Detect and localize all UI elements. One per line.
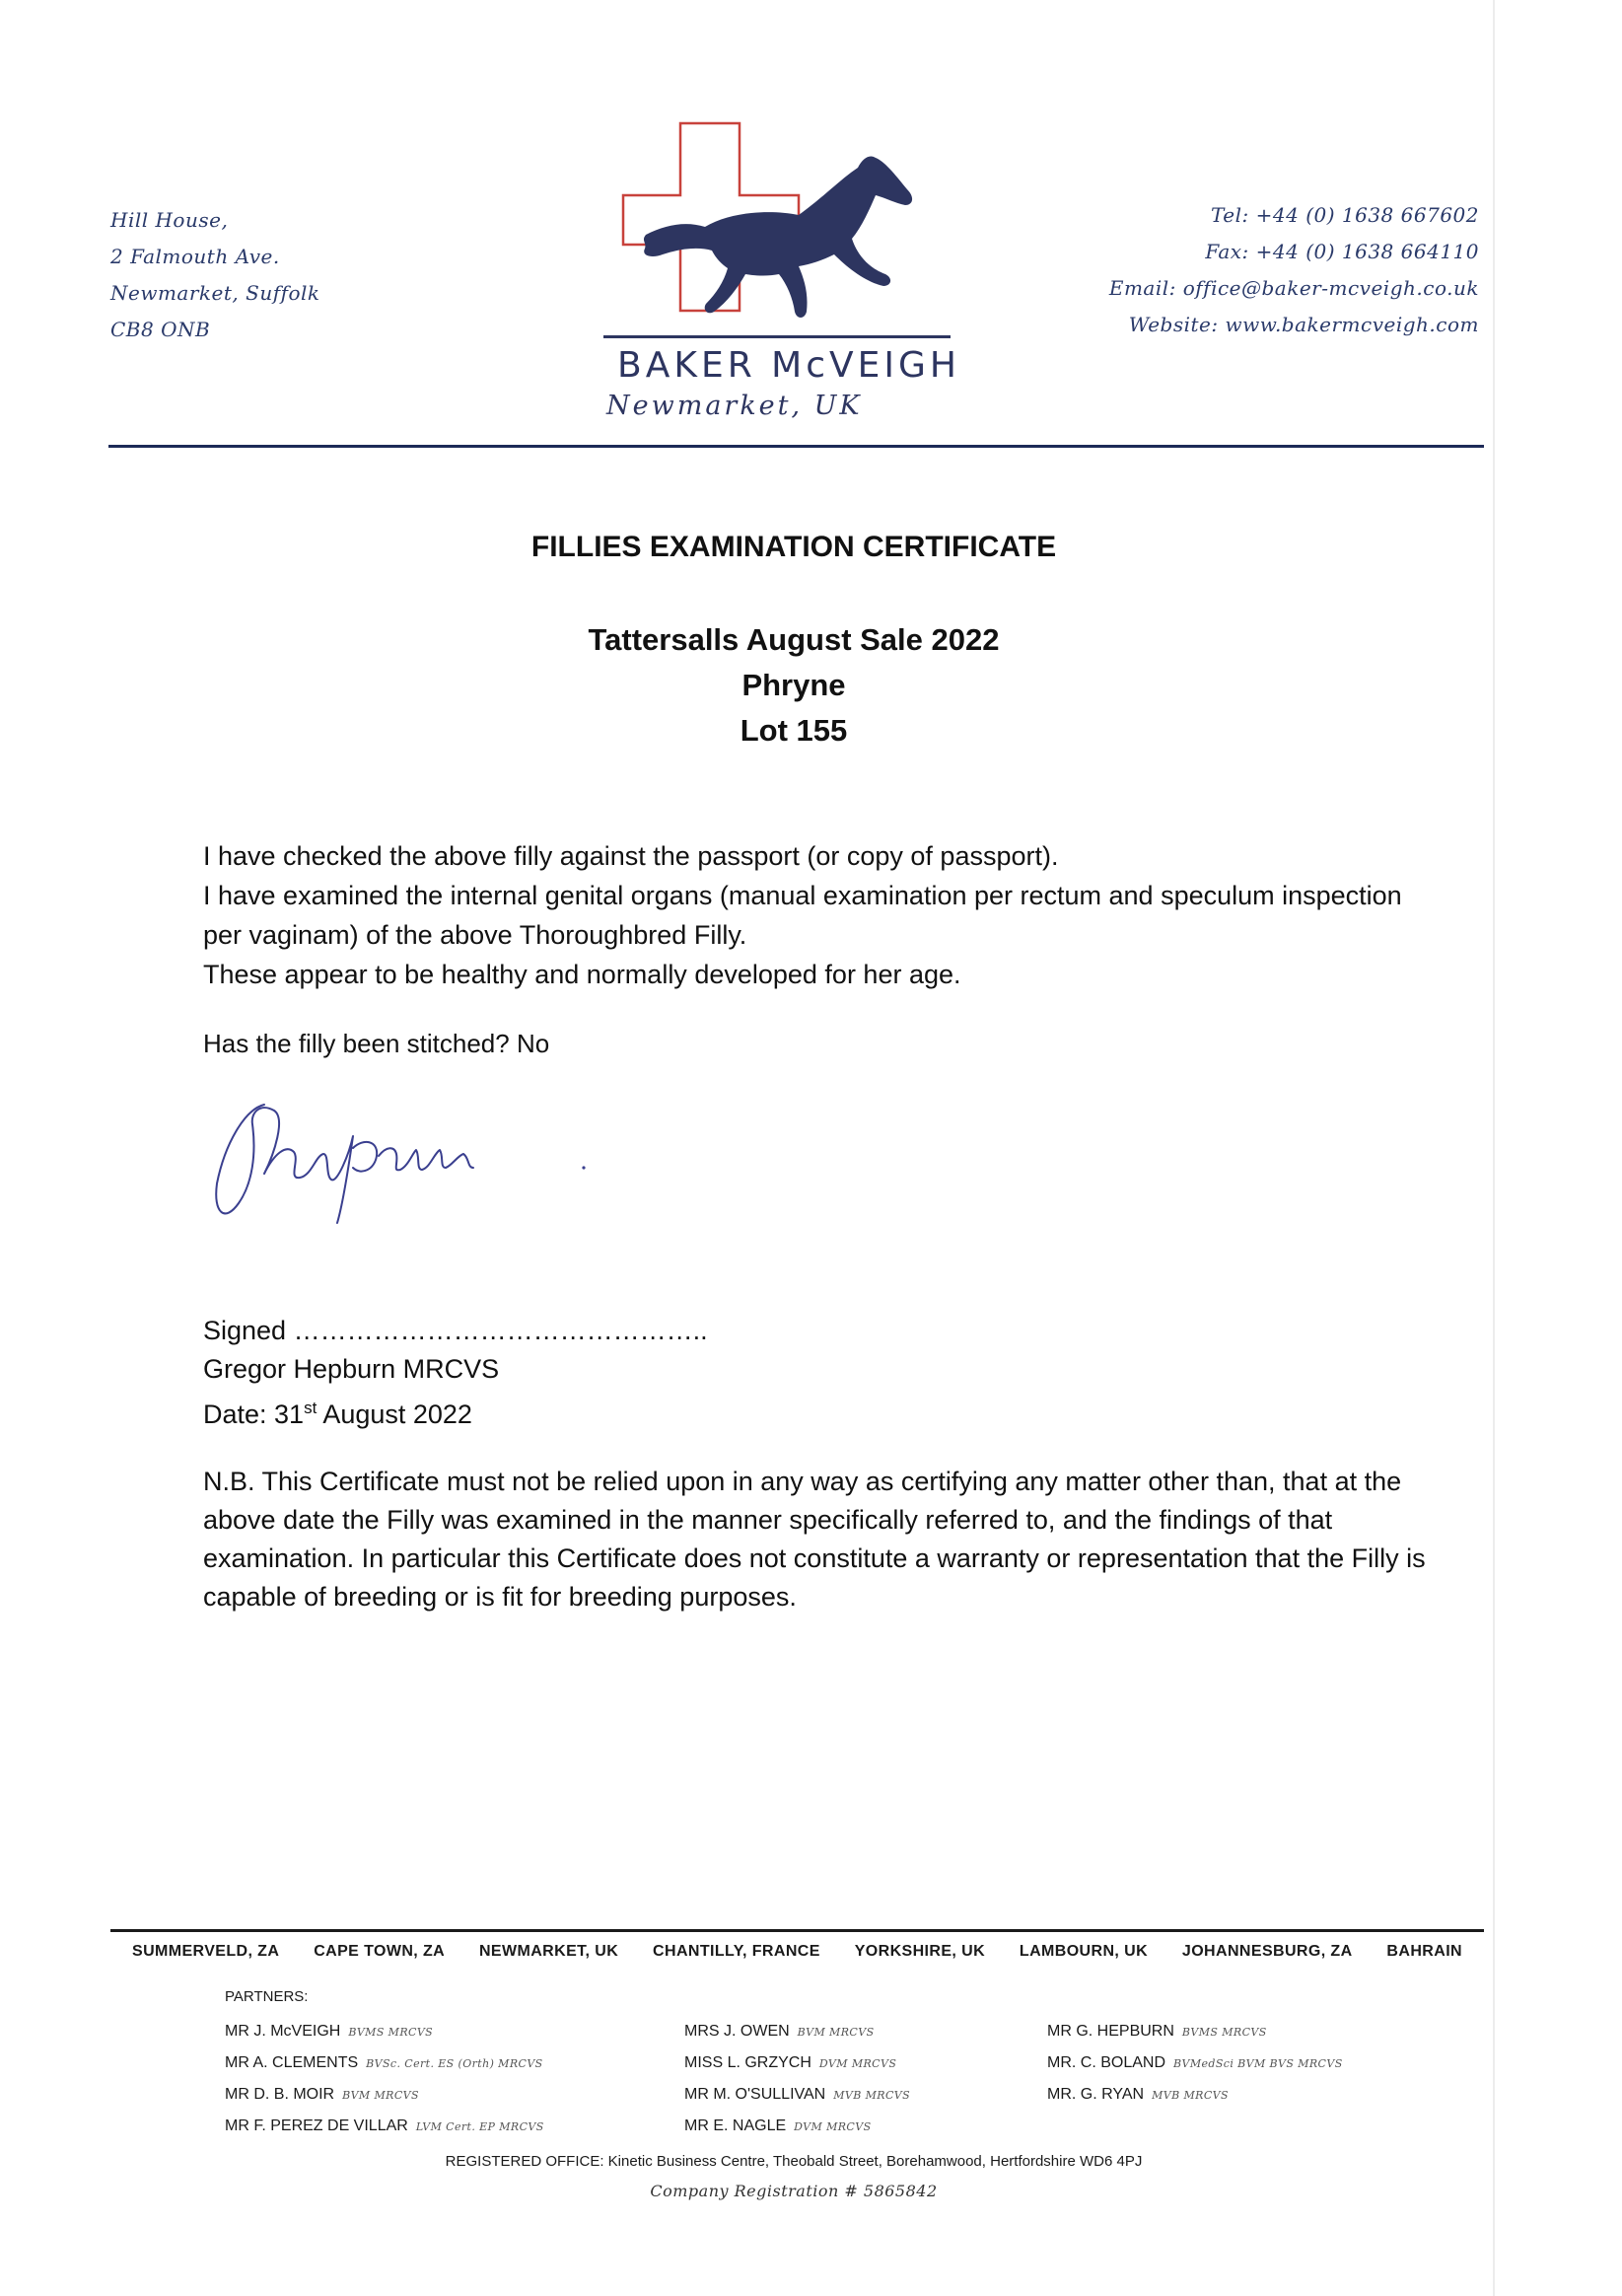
address-line: Newmarket, Suffolk xyxy=(110,281,320,305)
statement-line: I have checked the above filly against the passport (or copy of passport). xyxy=(203,841,1059,871)
phone-line: Tel: +44 (0) 1638 667602 xyxy=(1211,203,1479,227)
office-location: CAPE TOWN, ZA xyxy=(314,1943,446,1960)
partner-qualifications: DVM MRCVS xyxy=(818,2057,897,2070)
signature-block xyxy=(203,1312,708,1434)
office-location: SUMMERVELD, ZA xyxy=(132,1943,280,1960)
baker-mcveigh-logo xyxy=(611,118,966,355)
partner-qualifications: BVSc. Cert. ES (Orth) MRCVS xyxy=(366,2057,543,2070)
partner-name: MR D. B. MOIR xyxy=(225,2086,335,2103)
page-edge xyxy=(1493,0,1495,2296)
date-ordinal: st xyxy=(304,1399,317,1417)
lot-number: Lot 155 xyxy=(740,713,848,748)
partners-column xyxy=(1047,2016,1343,2111)
office-address xyxy=(110,202,320,348)
partner-name: MR. C. BOLAND xyxy=(1047,2054,1166,2071)
office-locations xyxy=(110,1943,1484,1961)
partner-qualifications: BVM MRCVS xyxy=(797,2026,875,2039)
partner-name: MRS J. OWEN xyxy=(684,2023,790,2040)
partner-entry xyxy=(225,2111,544,2142)
partner-qualifications: MVB MRCVS xyxy=(1152,2089,1229,2102)
date-suffix: August 2022 xyxy=(317,1399,472,1429)
partner-qualifications: BVM MRCVS xyxy=(342,2089,419,2102)
partner-qualifications: BVMS MRCVS xyxy=(348,2026,434,2039)
partner-entry xyxy=(225,2016,544,2047)
partner-name: MR F. PEREZ DE VILLAR xyxy=(225,2117,408,2134)
logo-subtitle: Newmarket, UK xyxy=(606,391,863,421)
partner-entry xyxy=(225,2047,544,2079)
office-location: CHANTILLY, FRANCE xyxy=(653,1943,820,1960)
office-location: YORKSHIRE, UK xyxy=(854,1943,986,1960)
partner-name: MR A. CLEMENTS xyxy=(225,2054,359,2071)
partner-entry xyxy=(1047,2016,1343,2047)
address-line: Hill House, xyxy=(110,208,229,232)
contact-details xyxy=(1109,197,1479,343)
partner-qualifications: MVB MRCVS xyxy=(833,2089,911,2102)
address-line: CB8 ONB xyxy=(110,318,211,341)
horse-icon xyxy=(644,156,912,318)
partner-qualifications: DVM MRCVS xyxy=(794,2120,872,2133)
partner-entry xyxy=(684,2016,910,2047)
partner-name: MR. G. RYAN xyxy=(1047,2086,1145,2103)
statement-line: These appear to be healthy and normally developed for her age. xyxy=(203,960,961,989)
office-location: JOHANNESBURG, ZA xyxy=(1181,1943,1353,1960)
logo-underline xyxy=(603,335,951,338)
footer-divider xyxy=(110,1929,1484,1932)
stitched-question: Has the filly been stitched? No xyxy=(203,1029,550,1058)
partner-qualifications: LVM Cert. EP MRCVS xyxy=(415,2120,544,2133)
partner-entry xyxy=(1047,2079,1343,2111)
partners-label: PARTNERS: xyxy=(225,1988,309,2005)
handwritten-signature xyxy=(205,1085,599,1243)
partner-entry xyxy=(684,2079,910,2111)
sale-details xyxy=(0,617,1587,753)
partner-entry xyxy=(684,2111,910,2142)
examination-statement xyxy=(203,836,1426,994)
statement-line: I have examined the internal genital organs (manual examination per rectum and speculum inspection per vaginam) of the above Thoroughbred Filly. xyxy=(203,881,1402,950)
horse-name: Phryne xyxy=(741,668,846,702)
logo-name: BAKER McVEIGH xyxy=(617,345,960,386)
partner-qualifications: BVMedSci BVM BVS MRCVS xyxy=(1173,2057,1343,2070)
header-divider xyxy=(108,445,1484,448)
partner-entry xyxy=(225,2079,544,2111)
partner-name: MR J. McVEIGH xyxy=(225,2023,341,2040)
office-location: NEWMARKET, UK xyxy=(478,1943,619,1960)
partner-entry xyxy=(684,2047,910,2079)
signed-line: Signed ……………………………………….. xyxy=(203,1316,708,1345)
partners-column xyxy=(225,2016,544,2142)
partner-name: MR E. NAGLE xyxy=(684,2117,787,2134)
sale-event: Tattersalls August Sale 2022 xyxy=(588,622,1000,657)
registered-office: REGISTERED OFFICE: Kinetic Business Centre, Theobald Street, Borehamwood, Hertfordshire WD6 4PJ xyxy=(445,2153,1143,2170)
signatory-name: Gregor Hepburn MRCVS xyxy=(203,1354,500,1384)
document-title: FILLIES EXAMINATION CERTIFICATE xyxy=(530,531,1057,563)
signature-date xyxy=(203,1389,708,1434)
partner-name: MR M. O'SULLIVAN xyxy=(684,2086,826,2103)
office-location: LAMBOURN, UK xyxy=(1019,1943,1149,1960)
address-line: 2 Falmouth Ave. xyxy=(110,245,280,268)
company-registration: Company Registration # 5865842 xyxy=(650,2182,938,2200)
date-prefix: Date: 31 xyxy=(203,1399,305,1429)
partner-entry xyxy=(1047,2047,1343,2079)
partner-qualifications: BVMS MRCVS xyxy=(1181,2026,1267,2039)
partner-name: MR G. HEPBURN xyxy=(1047,2023,1174,2040)
office-location: BAHRAIN xyxy=(1386,1943,1462,1960)
partners-column xyxy=(684,2016,910,2142)
partner-name: MISS L. GRZYCH xyxy=(684,2054,811,2071)
fax-line: Fax: +44 (0) 1638 664110 xyxy=(1205,240,1479,263)
disclaimer: N.B. This Certificate must not be relied upon in any way as certifying any matter other than, that at the above date the Filly was examined in the manner specifically referred to, and the findings of that examination. In particular this Certificate does not constitute a warranty or representation that the Filly is capable of breeding or is fit for breeding purposes. xyxy=(203,1467,1426,1612)
email-line: Email: office@baker-mcveigh.co.uk xyxy=(1108,276,1479,300)
website-line: Website: www.bakermcveigh.com xyxy=(1128,313,1479,336)
